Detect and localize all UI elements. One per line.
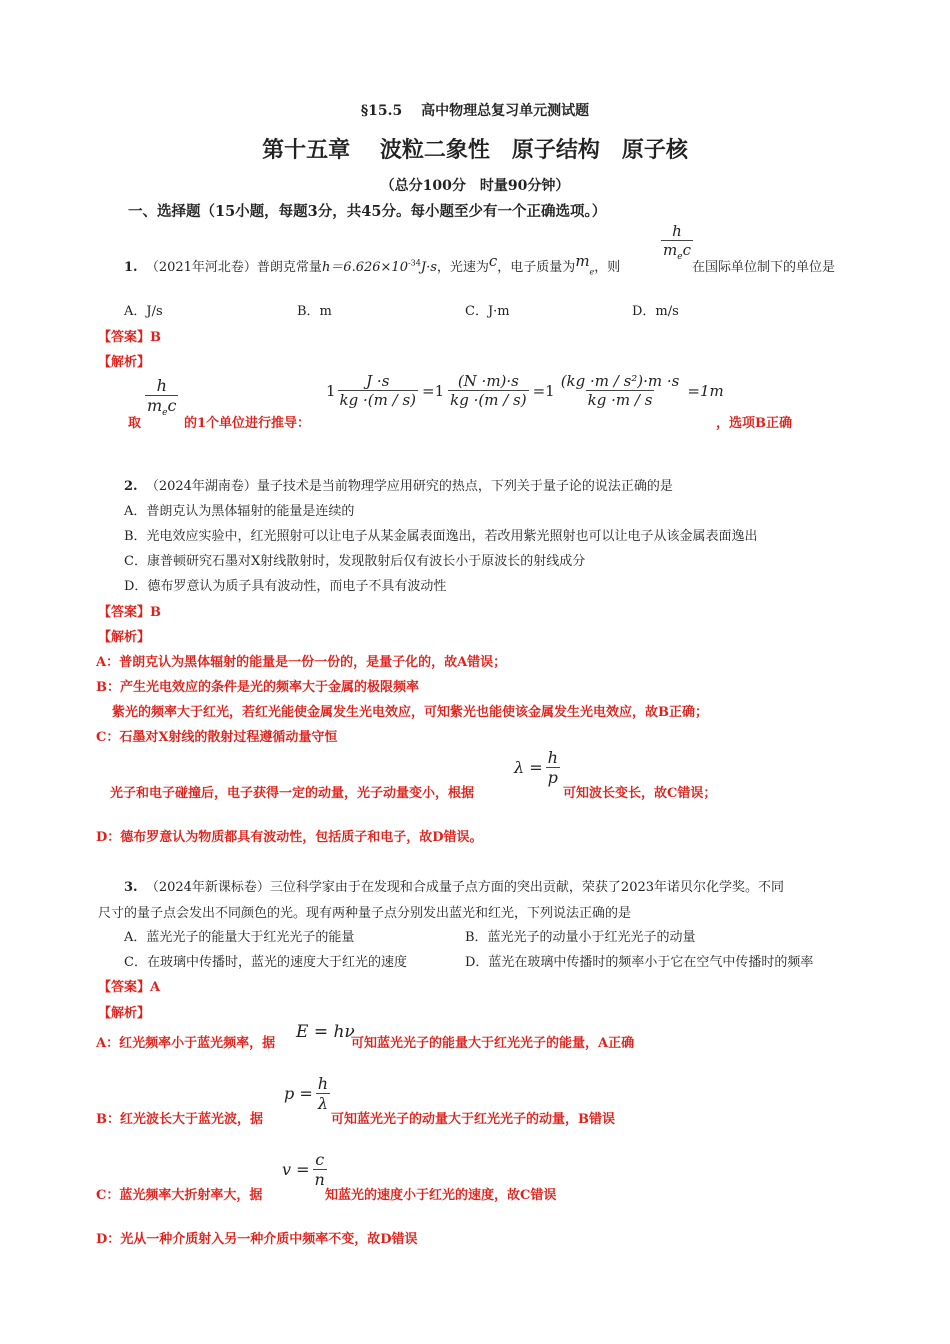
q1-exp-frac-num: h	[156, 376, 167, 395]
q1-h-eq: h＝6.626×10	[321, 260, 408, 275]
q1-option-b: B．m	[297, 304, 332, 319]
q1-stem-a: （2021年河北卷）普朗克常量	[145, 260, 322, 275]
q1-option-c: C．J·m	[465, 304, 510, 319]
q1-exp-mid: 的1个单位进行推导：	[184, 416, 311, 431]
q2-analysis-b1: B：产生光电效应的条件是光的频率大于金属的极限频率	[96, 680, 419, 695]
q1-deriv-eq3: =1m	[687, 381, 724, 400]
q1-deriv-f1-den: kg ·(m / s)	[339, 391, 416, 409]
q3-analysis-a-post: 可知蓝光光子的能量大于红光光子的能量，A正确	[351, 1036, 635, 1051]
q2-option-b: B．光电效应实验中，红光照射可以让电子从某金属表面逸出，若改用紫光照射也可以让电子从该金属表面逸出	[124, 529, 758, 544]
q3-analysis-b-post: 可知蓝光光子的动量大于红光光子的动量，B错误	[331, 1112, 615, 1127]
part-heading: 一、选择题（15小题，每题3分，共45分。每小题至少有一个正确选项。）	[128, 203, 607, 220]
q3-option-c: C．在玻璃中传播时，蓝光的速度大于红光的速度	[124, 955, 407, 970]
q2-analysis-c1: C：石墨对X射线的散射过程遵循动量守恒	[96, 730, 338, 745]
q1-option-a: A．J/s	[124, 304, 163, 319]
q3-analysis-b-pre: B：红光波长大于蓝光波，据	[96, 1112, 263, 1127]
q1-deriv-f3-num: (kg ·m / s²)·m ·s	[560, 372, 680, 390]
q1-stem	[124, 252, 621, 277]
q3-analysis-d: D：光从一种介质射入另一种介质中频率不变，故D错误	[96, 1232, 418, 1247]
q3-momentum-num: h	[317, 1074, 329, 1093]
score-line: （总分100分 时量90分钟）	[380, 178, 570, 194]
q1-frac-num: h	[672, 222, 682, 240]
q1-number: 1.	[124, 260, 138, 275]
q2-lambda-num: h	[547, 748, 558, 767]
q1-exp-frac-den: m	[147, 396, 163, 415]
q1-option-d: D．m/s	[632, 304, 679, 319]
q1-frac-den: m	[663, 241, 678, 259]
q3-speed-num: c	[315, 1150, 325, 1169]
q2-option-c: C．康普顿研究石墨对X射线散射时，发现散射后仅有波长小于原波长的射线成分	[124, 554, 586, 569]
q2-answer: 【答案】B	[98, 605, 161, 620]
q1-frac-den-c: c	[682, 241, 691, 259]
q3-analysis-label: 【解析】	[98, 1006, 151, 1021]
section-title: §15.5 高中物理总复习单元测试题	[360, 103, 590, 119]
q2-analysis-c2-post: 可知波长变长，故C错误；	[563, 786, 717, 801]
q2-lambda-lhs: λ =	[514, 758, 543, 777]
q1-me: m	[575, 252, 590, 270]
q3-momentum-lhs: p =	[284, 1084, 313, 1103]
q3-answer: 【答案】A	[98, 980, 161, 995]
q1-c: c	[488, 252, 498, 270]
q2-option-d: D．德布罗意认为质子具有波动性，而电子不具有波动性	[124, 579, 447, 594]
q1-analysis-label: 【解析】	[98, 355, 151, 370]
q1-deriv-f2-den: kg ·(m / s)	[450, 391, 527, 409]
q3-momentum-formula	[284, 1074, 330, 1113]
q1-deriv-f2-num: (N ·m)·s	[457, 372, 519, 390]
q3-momentum-den: λ	[317, 1094, 328, 1113]
q3-option-d: D．蓝光在玻璃中传播时的频率小于它在空气中传播时的频率	[465, 955, 814, 970]
q1-stem-e: 在国际单位制下的单位是	[692, 260, 836, 275]
q1-exp-frac-den-sub: e	[162, 408, 168, 419]
q1-deriv-f3-den: kg ·m / s	[587, 391, 653, 409]
q3-speed-lhs: v =	[282, 1160, 310, 1179]
q3-stem-1-text: （2024年新课标卷）三位科学家由于在发现和合成量子点方面的突出贡献，荣获了2023年诺贝尔化学奖。不同	[145, 880, 785, 895]
q2-analysis-d: D：德布罗意认为物质都具有波动性，包括质子和电子，故D错误。	[96, 830, 483, 845]
chapter-title: 第十五章 波粒二象性 原子结构 原子核	[262, 138, 688, 163]
q3-analysis-c-post: 知蓝光的速度小于红光的速度，故C错误	[325, 1188, 557, 1203]
q1-stem-b: ，光速为	[436, 260, 489, 275]
q1-exp-frac-den-c: c	[167, 396, 177, 415]
q1-stem-c: ，电子质量为	[497, 260, 576, 275]
q3-speed-den: n	[314, 1170, 325, 1189]
q2-analysis-a: A：普朗克认为黑体辐射的能量是一份一份的，是量子化的，故A错误；	[96, 655, 507, 670]
q2-lambda-formula	[514, 748, 560, 787]
q1-exp: -34	[407, 258, 421, 268]
q3-stem-1	[124, 876, 784, 895]
q3-energy-formula: E = hν	[296, 1022, 355, 1042]
q1-exp-fraction	[145, 376, 178, 418]
q1-unit: J·s	[420, 260, 437, 275]
q3-speed-formula	[282, 1150, 327, 1189]
q1-deriv-eq2: =1	[532, 381, 555, 400]
q2-stem	[124, 475, 673, 494]
q1-derivation	[326, 372, 724, 409]
q1-me-sub: e	[589, 267, 595, 277]
q1-stem-d: ，则	[594, 260, 621, 275]
q1-answer: 【答案】B	[98, 330, 161, 345]
q2-analysis-b2: 紫光的频率大于红光，若红光能使金属发生光电效应，可知紫光也能使该金属发生光电效应，故B正确；	[112, 705, 708, 720]
q1-exp-pre: 取	[128, 416, 142, 431]
q1-frac-den-sub: e	[677, 252, 683, 262]
q3-analysis-a-pre: A：红光频率小于蓝光频率，据	[96, 1036, 276, 1051]
q1-fraction	[661, 222, 693, 262]
q2-analysis-label: 【解析】	[98, 630, 151, 645]
q3-option-b: B．蓝光光子的动量小于红光光子的动量	[465, 930, 696, 945]
q2-lambda-den: p	[547, 768, 558, 787]
q3-number: 3.	[124, 880, 138, 895]
q1-deriv-one: 1	[326, 381, 336, 400]
q2-stem-text: （2024年湖南卷）量子技术是当前物理学应用研究的热点，下列关于量子论的说法正确的是	[145, 479, 673, 494]
q2-number: 2.	[124, 479, 138, 494]
q2-analysis-c2-pre: 光子和电子碰撞后，电子获得一定的动量，光子动量变小，根据	[110, 786, 475, 801]
q1-exp-post: ，选项B正确	[716, 416, 792, 431]
q1-deriv-f1-num: J ·s	[366, 372, 390, 390]
q3-option-a: A．蓝光光子的能量大于红光光子的能量	[124, 930, 355, 945]
q3-stem-2: 尺寸的量子点会发出不同颜色的光。现有两种量子点分别发出蓝光和红光，下列说法正确的是	[98, 906, 632, 921]
q1-deriv-eq1: =1	[422, 381, 445, 400]
q3-analysis-c-pre: C：蓝光频率大折射率大，据	[96, 1188, 263, 1203]
q2-option-a: A．普朗克认为黑体辐射的能量是连续的	[124, 504, 355, 519]
